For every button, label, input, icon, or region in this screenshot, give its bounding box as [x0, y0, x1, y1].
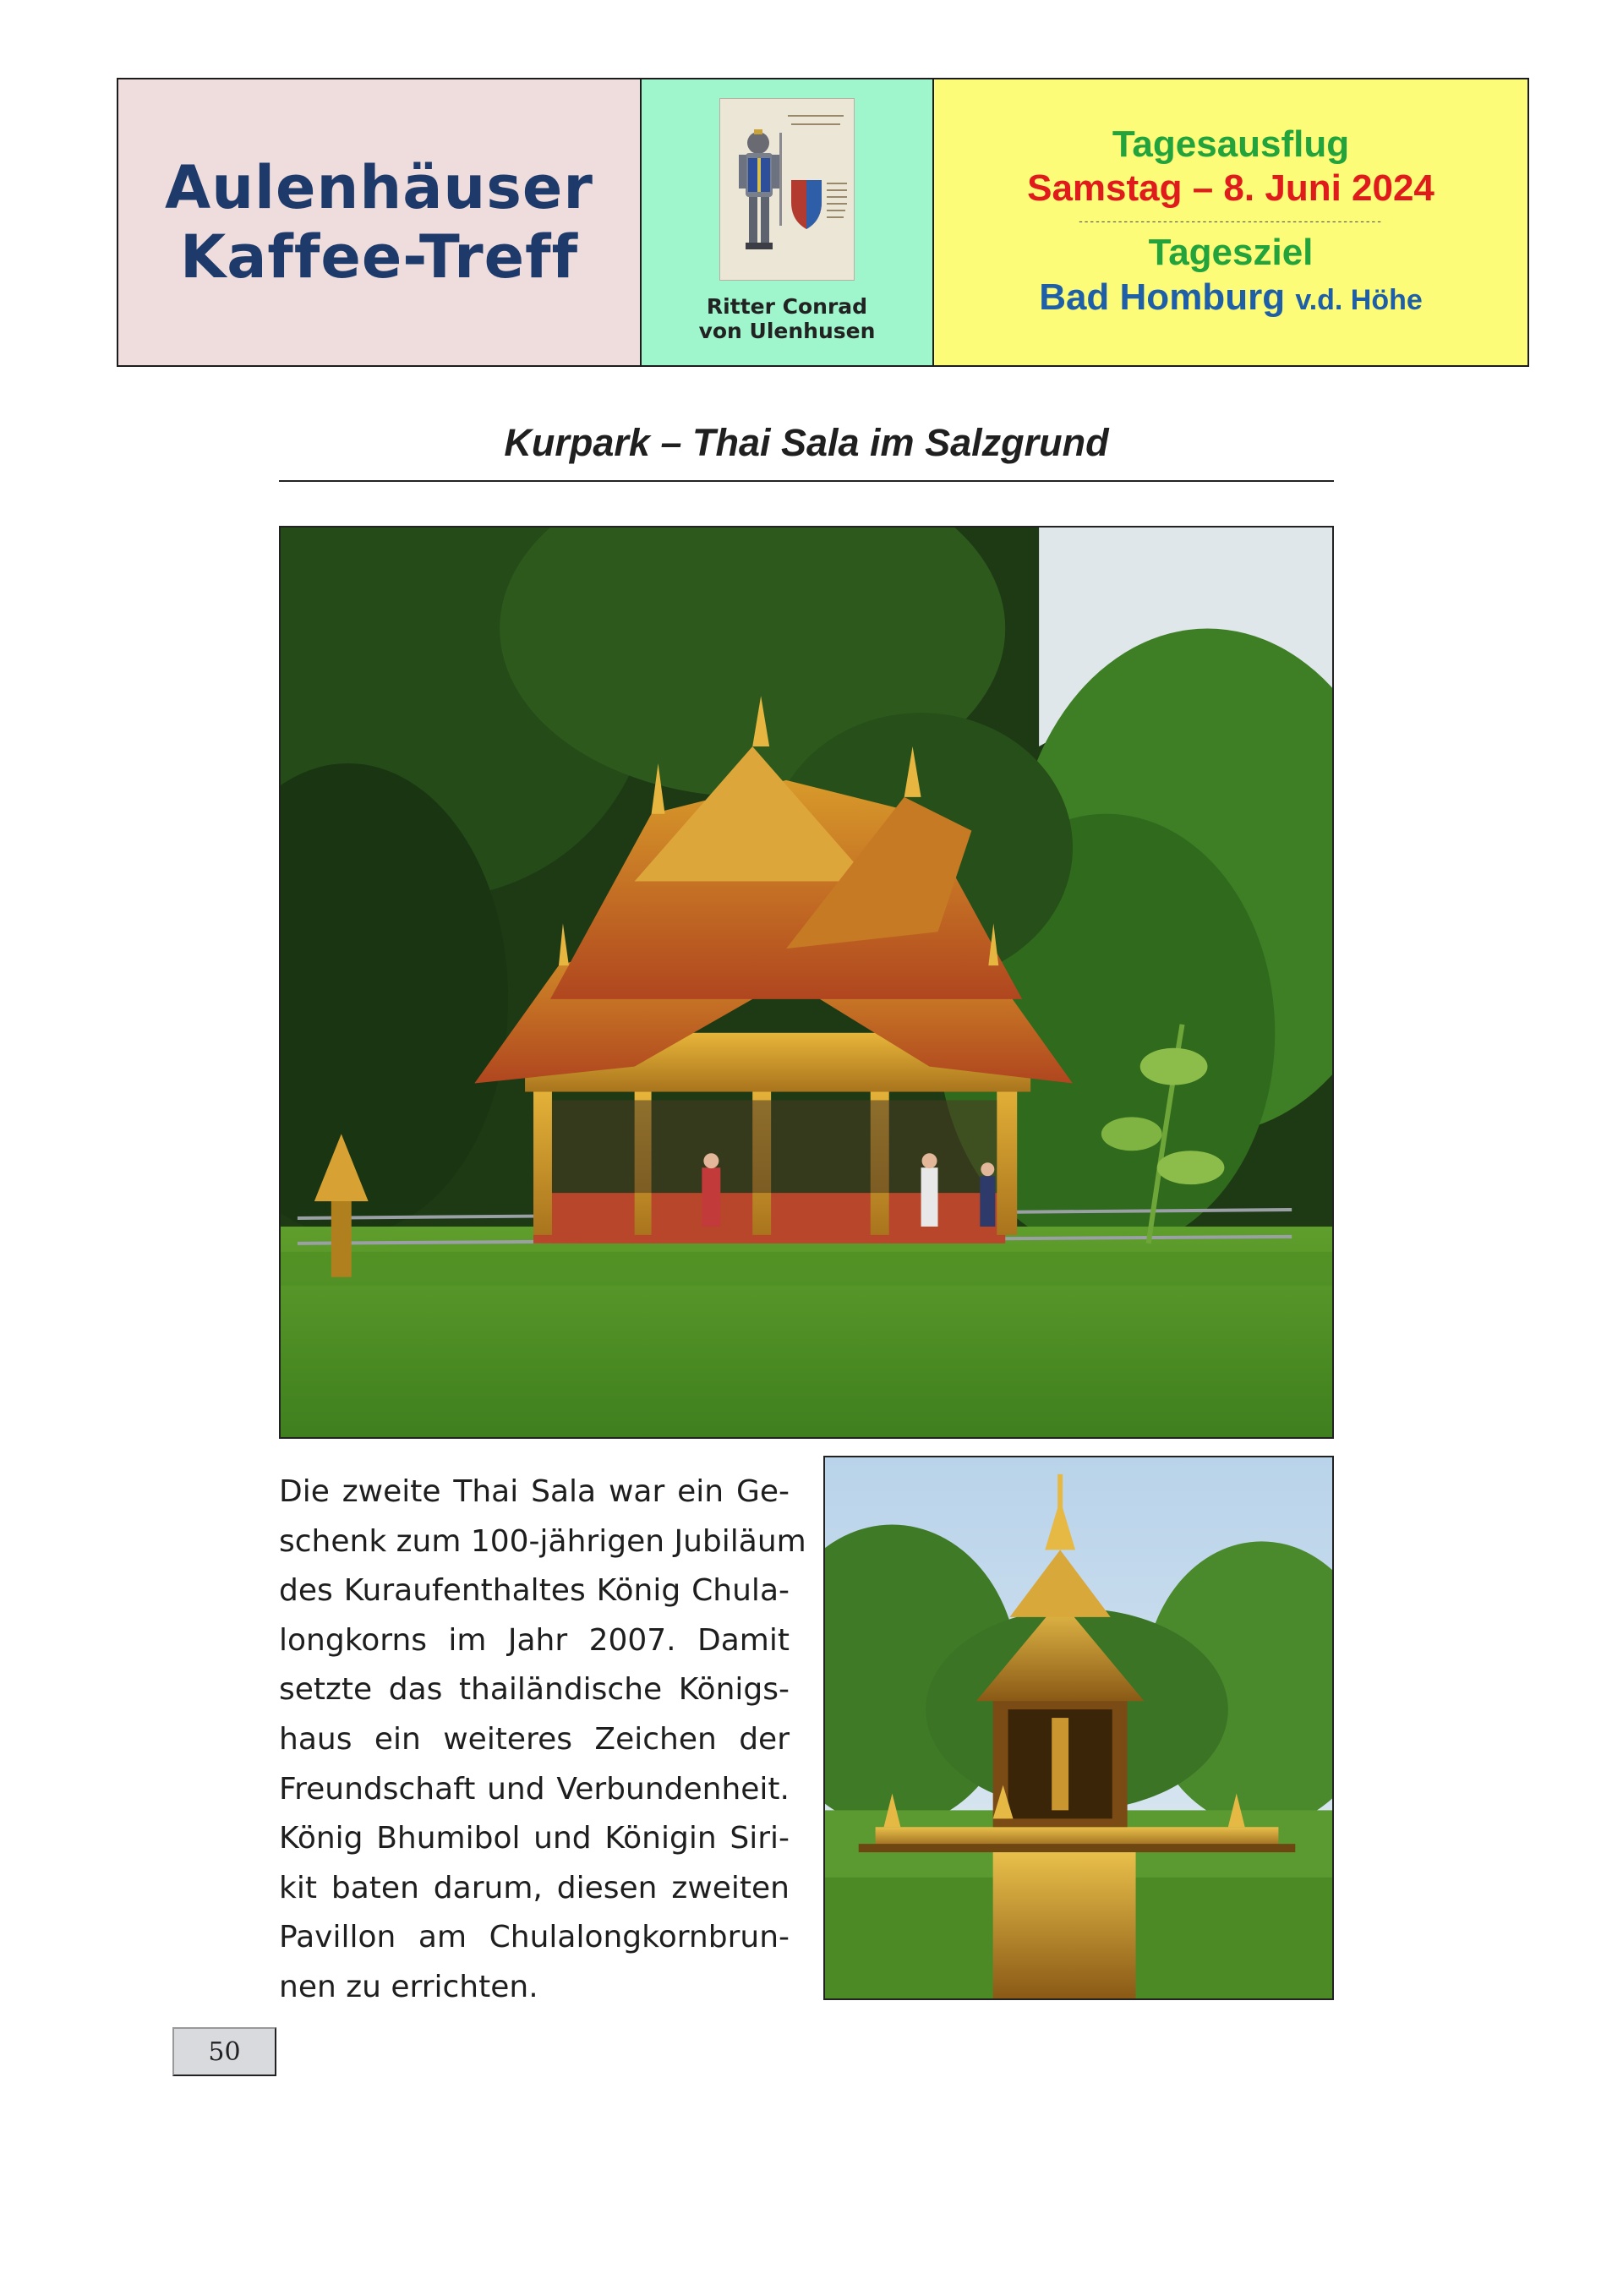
trip-date: Samstag – 8. Juni 2024	[1027, 167, 1434, 209]
knight-panel	[642, 79, 934, 365]
destination-name: Bad Homburg	[1039, 276, 1286, 318]
knight-caption	[699, 294, 876, 343]
trip-separator: ------------------------------------------------------	[1079, 213, 1383, 227]
club-name-line1: Aulenhäuser	[165, 153, 593, 222]
destination-suffix: v.d. Höhe	[1295, 283, 1423, 316]
body-paragraph	[279, 1468, 806, 2013]
body-line: Freundschaft und Verbundenheit.	[279, 1771, 790, 1807]
body-line: des Kuraufenthaltes König Chula-	[279, 1573, 790, 1609]
destination	[1039, 275, 1423, 323]
body-line: schenk zum 100-jährigen Jubiläum	[279, 1523, 806, 1559]
body-line: haus ein weiteres Zeichen der	[279, 1721, 790, 1757]
body-line: König Bhumibol und Königin Siri-	[279, 1821, 790, 1856]
title-underline	[279, 480, 1334, 482]
page-number: 50	[172, 2027, 276, 2076]
body-line: longkorns im Jahr 2007. Damit	[279, 1622, 790, 1658]
club-name-line2: Kaffee-Treff	[179, 222, 579, 292]
knight-caption-line1: Ritter Conrad	[706, 294, 868, 319]
header-banner	[117, 78, 1529, 367]
thai-sala-photo	[279, 526, 1334, 1439]
destination-label: Tagesziel	[1148, 231, 1314, 273]
knight-emblem-image	[719, 98, 855, 281]
body-line: nen zu errichten.	[279, 1969, 538, 2004]
body-line: setzte das thailändische Königs-	[279, 1672, 790, 1708]
spirit-house-photo	[823, 1456, 1334, 2000]
page-title: Kurpark – Thai Sala im Salzgrund	[504, 421, 1109, 464]
body-line: kit baten darum, diesen zweiten	[279, 1870, 790, 1905]
club-name-panel	[118, 79, 642, 365]
trip-info-panel	[934, 79, 1527, 365]
trip-label: Tagesausflug	[1112, 123, 1350, 165]
body-line: Die zweite Thai Sala war ein Ge-	[279, 1474, 790, 1509]
body-line: Pavillon am Chulalongkornbrun-	[279, 1920, 790, 1955]
knight-caption-line2: von Ulenhusen	[698, 319, 876, 343]
